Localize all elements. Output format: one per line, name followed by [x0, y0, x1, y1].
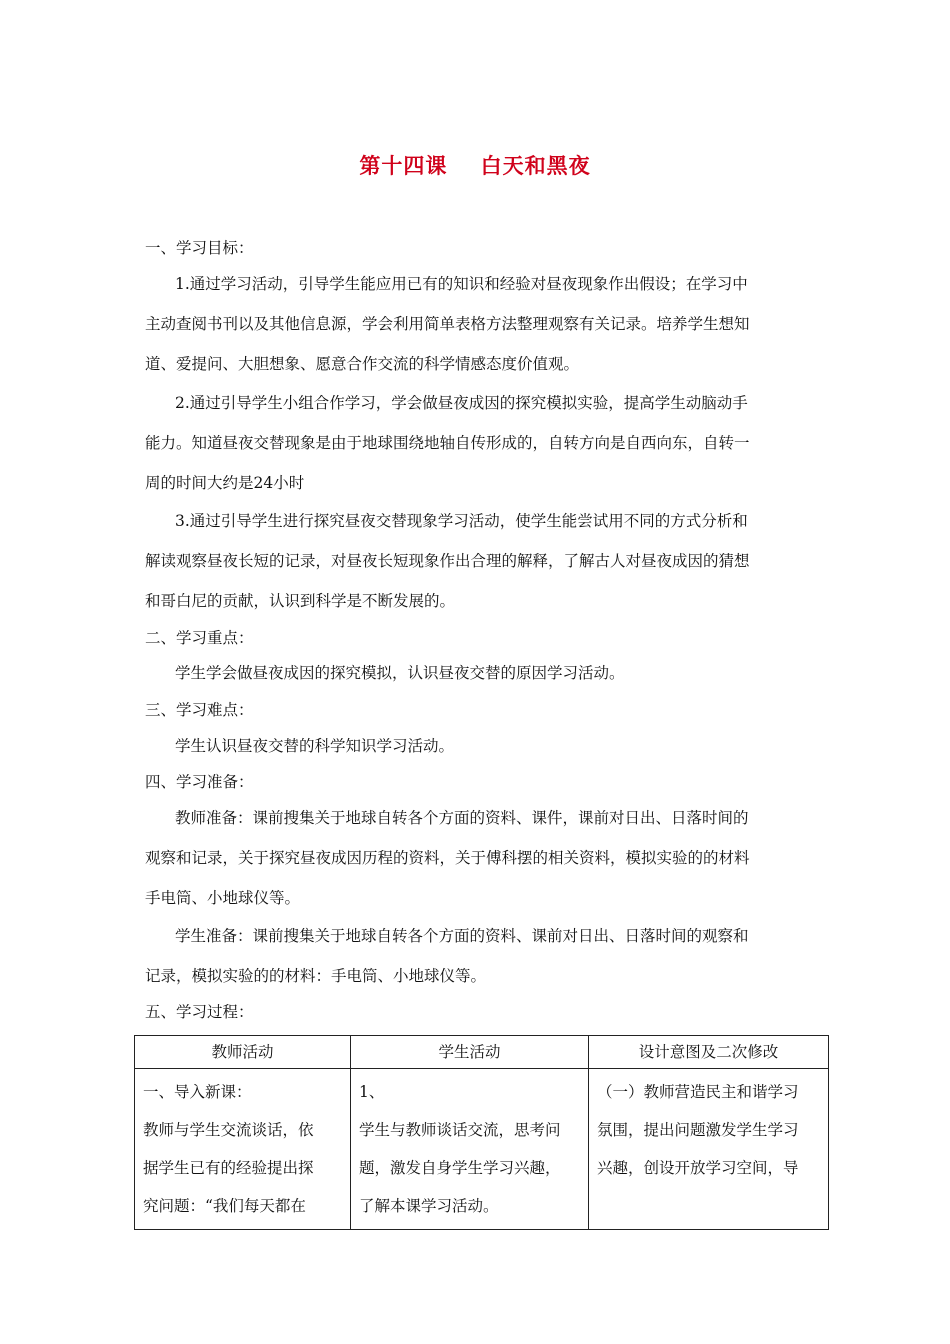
cell-teacher-activity	[135, 1069, 351, 1230]
cell-text-line: 一、导入新课：	[143, 1083, 252, 1101]
prep-student-line2: 记录，模拟实验的的材料：手电筒、小地球仪等。	[145, 967, 487, 985]
table-header-row	[135, 1036, 829, 1069]
cell-text-line: 学生与教师谈话交流，思考问	[359, 1121, 561, 1139]
cell-text-line: 究问题：“我们每天都在	[143, 1197, 306, 1215]
goals-p2-line1: 2.通过引导学生小组合作学习，学会做昼夜成因的探究模拟实验，提高学生动脑动手	[175, 394, 748, 412]
goals-heading: 一、学习目标：	[145, 239, 254, 257]
key-text: 学生学会做昼夜成因的探究模拟，认识昼夜交替的原因学习活动。	[175, 664, 625, 682]
prep-heading: 四、学习准备：	[145, 773, 254, 791]
cell-text-line: 兴趣，创设开放学习空间，导	[597, 1159, 799, 1177]
table-row	[135, 1069, 829, 1230]
header-student-activity: 学生活动	[351, 1036, 589, 1069]
cell-text-line: 题，激发自身学生学习兴趣，	[359, 1159, 561, 1177]
process-table	[134, 1035, 829, 1230]
goals-p1-line3: 道、爱提问、大胆想象、愿意合作交流的科学情感态度价值观。	[145, 355, 580, 373]
header-design-intent: 设计意图及二次修改	[589, 1036, 829, 1069]
title-lesson-name: 白天和黑夜	[480, 153, 591, 178]
header-teacher-activity: 教师活动	[135, 1036, 351, 1069]
cell-text-line: 了解本课学习活动。	[359, 1197, 499, 1215]
goals-p2-line3: 周的时间大约是24小时	[145, 474, 305, 492]
cell-text-line: 氛围，提出问题激发学生学习	[597, 1121, 799, 1139]
cell-design-intent	[589, 1069, 829, 1230]
goals-p1-line2: 主动查阅书刊以及其他信息源，学会利用简单表格方法整理观察有关记录。培养学生想知	[145, 315, 750, 333]
difficulty-text: 学生认识昼夜交替的科学知识学习活动。	[175, 737, 455, 755]
prep-student-line1: 学生准备：课前搜集关于地球自转各个方面的资料、课前对日出、日落时间的观察和	[175, 927, 749, 945]
goals-p1-line1: 1.通过学习活动，引导学生能应用已有的知识和经验对昼夜现象作出假设；在学习中	[175, 275, 748, 293]
key-heading: 二、学习重点：	[145, 629, 254, 647]
cell-text-line: （一）教师营造民主和谐学习	[597, 1083, 799, 1101]
goals-p2-line2: 能力。知道昼夜交替现象是由于地球围绕地轴自传形成的，自转方向是自西向东，自转一	[145, 434, 750, 452]
difficulty-heading: 三、学习难点：	[145, 701, 254, 719]
goals-p3-line2: 解读观察昼夜长短的记录，对昼夜长短现象作出合理的解释，了解古人对昼夜成因的猜想	[145, 552, 750, 570]
page-title	[0, 150, 950, 180]
cell-text-line: 据学生已有的经验提出探	[143, 1159, 314, 1177]
prep-teacher-line1: 教师准备：课前搜集关于地球自转各个方面的资料、课件，课前对日出、日落时间的	[175, 809, 749, 827]
cell-text-line: 教师与学生交流谈话，依	[143, 1121, 314, 1139]
prep-teacher-line2: 观察和记录，关于探究昼夜成因历程的资料，关于傅科摆的相关资料，模拟实验的的材料	[145, 849, 750, 867]
cell-text-line: 1、	[359, 1083, 385, 1101]
title-lesson-number: 第十四课	[359, 153, 448, 178]
process-heading: 五、学习过程：	[145, 1003, 254, 1021]
cell-student-activity	[351, 1069, 589, 1230]
prep-teacher-line3: 手电筒、小地球仪等。	[145, 889, 301, 907]
goals-p3-line1: 3.通过引导学生进行探究昼夜交替现象学习活动，使学生能尝试用不同的方式分析和	[175, 512, 748, 530]
goals-p3-line3: 和哥白尼的贡献，认识到科学是不断发展的。	[145, 592, 456, 610]
